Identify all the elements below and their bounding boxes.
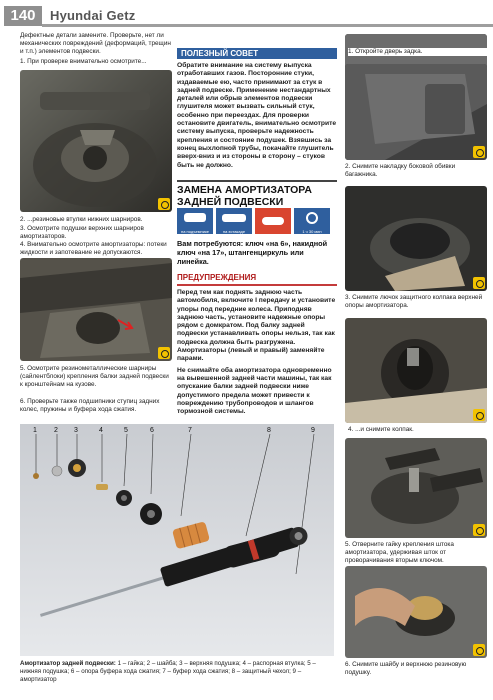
photo-lower-ball-joint (20, 70, 172, 212)
exploded-caption-text: 1 – гайка; 2 – шайба; 3 – верхняя подушка; 4 – распорная втулка; 5 – нижняя подушка; 6 – опора буфера хода сжатия; 7 – буфер хода сжатия; 8 – защитный чехол; 9 – амортизатор (20, 660, 316, 683)
right-step4: 4. ...и снимите колпак. (348, 426, 414, 433)
check-badge-icon (158, 198, 170, 210)
tip-box (177, 48, 337, 170)
part-label-6: 6 (150, 427, 154, 434)
exploded-caption-bold: Амортизатор задней подвески: (20, 660, 116, 667)
left-step1: 1. При проверке внимательно осмотрите... (20, 58, 147, 65)
warnings-rule (177, 284, 337, 286)
right-step6: 6. Снимите шайбу и верхнюю резиновую подушку. (345, 661, 467, 677)
page-number: 140 (4, 6, 42, 26)
left-step2: 2. ...резиновые втулки нижних шарниров. (20, 216, 143, 223)
difficulty-icons (177, 208, 337, 234)
photo-washer-cushion (345, 566, 487, 658)
right-step3: 3. Снимите лючок защитного колпака верхней опоры амортизатора. (345, 294, 483, 310)
part-label-8: 8 (267, 427, 271, 434)
part-label-9: 9 (311, 427, 315, 434)
warnings-title: ПРЕДУПРЕЖДЕНИЯ (177, 273, 257, 282)
photo-subframe-bushing (20, 258, 172, 361)
part-label-5: 5 (124, 427, 128, 434)
part-label-3: 3 (74, 427, 78, 434)
tip-text: Обратите внимание на систему выпуска отработавших газов. Посторонние стуки, издаваемые ею, часто принимают за стук в задней подвеске. Применение нестандартных деталей или обрыв элементов подвески глушителя может вызвать сильный стук, особенно при переездах. Для проверки остановите двигатель, внимательно осмотрите систему выпуска, проверьте надежность крепления и состояние подушек. Взявшись за конец выхлопной трубы, покачайте глушитель вверх-вниз и из стороны в сторону – стуков быть не должно. (177, 62, 337, 169)
car-icon (255, 208, 291, 234)
left-step6: 6. Проверьте также подшипники ступиц задних колес, пружины и буфера хода сжатия. (20, 398, 160, 414)
page-header (0, 0, 493, 28)
exploded-caption (20, 660, 334, 684)
warnings-text2: Амортизаторы (левый и правый) заменяйте парами. (177, 347, 325, 363)
tip-title: ПОЛЕЗНЫЙ СОВЕТ (177, 48, 337, 59)
exploded-view-shock-absorber (20, 424, 334, 656)
header-rule (42, 24, 493, 27)
check-badge-icon (473, 524, 485, 536)
photo-trunk-side-trim (345, 64, 487, 160)
left-step4: 4. Внимательно осмотрите амортизаторы: потеки жидкости и запотевание не допускаются. (20, 241, 167, 257)
left-step3: 3. Осмотрите подушки верхних шарниров амортизаторов. (20, 225, 144, 241)
tools-needed: Вам потребуются: ключ «на 6», накидной ключ «на 17», штангенциркуль или линейка. (177, 239, 328, 266)
check-badge-icon (473, 146, 485, 158)
photo-cap-hatch (345, 186, 487, 291)
right-step1-visible: 1. Откройте дверь задка. (348, 48, 487, 56)
check-badge-icon (473, 644, 485, 656)
photo-cap-removed (345, 318, 487, 423)
right-step2: 2. Снимите накладку боковой обивки багажника. (345, 163, 456, 179)
part-label-2: 2 (54, 427, 58, 434)
check-badge-icon (158, 347, 170, 359)
left-intro: Дефектные детали замените. Проверьте, нет ли механических повреждений (деформаций, трещин и т.п.) элементов подвески. (20, 32, 171, 56)
warnings-text1: Перед тем как поднять заднюю часть автомобиля, включите I передачу и установите упоры под передние колеса. Приподняв заднюю часть, установите надежные опоры рядом с домкратом. Под балку задней подвески устанавливать опоры нельзя, так как подвеска должна быть разгружена. (177, 289, 336, 346)
check-badge-icon (473, 277, 485, 289)
part-label-7: 7 (188, 427, 192, 434)
warnings-text3: Не снимайте оба амортизатора одновременно на вывешенной задней части машины, так как опускание балки задней подвески ниже допустимого предела может привести к повреждению трубопроводов и шлангов тормозной системы. (177, 366, 332, 416)
clock-icon: 1 ч 30 мин (294, 208, 330, 234)
right-step5: 5. Отверните гайку крепления штока амортизатора, удерживая шток от проворачивания вторым ключом. (345, 541, 454, 565)
section-title-line1: ЗАМЕНА АМОРТИЗАТОРА (177, 184, 312, 196)
part-label-4: 4 (99, 427, 103, 434)
warnings-box (177, 272, 337, 416)
section-heading (177, 180, 337, 208)
left-step5: 5. Осмотрите резинометаллические шарниры (сайлентблоки) крепления балки задней подвески к кронштейнам на кузове. (20, 365, 169, 389)
book-title: Hyundai Getz (50, 8, 136, 23)
lift-icon: на подъемнике (177, 208, 213, 234)
photo-strut-nut (345, 438, 487, 538)
part-label-1: 1 (33, 427, 37, 434)
section-title-line2: ЗАДНЕЙ ПОДВЕСКИ (177, 196, 284, 208)
check-badge-icon (473, 409, 485, 421)
ramp-icon: на эстакаде (216, 208, 252, 234)
